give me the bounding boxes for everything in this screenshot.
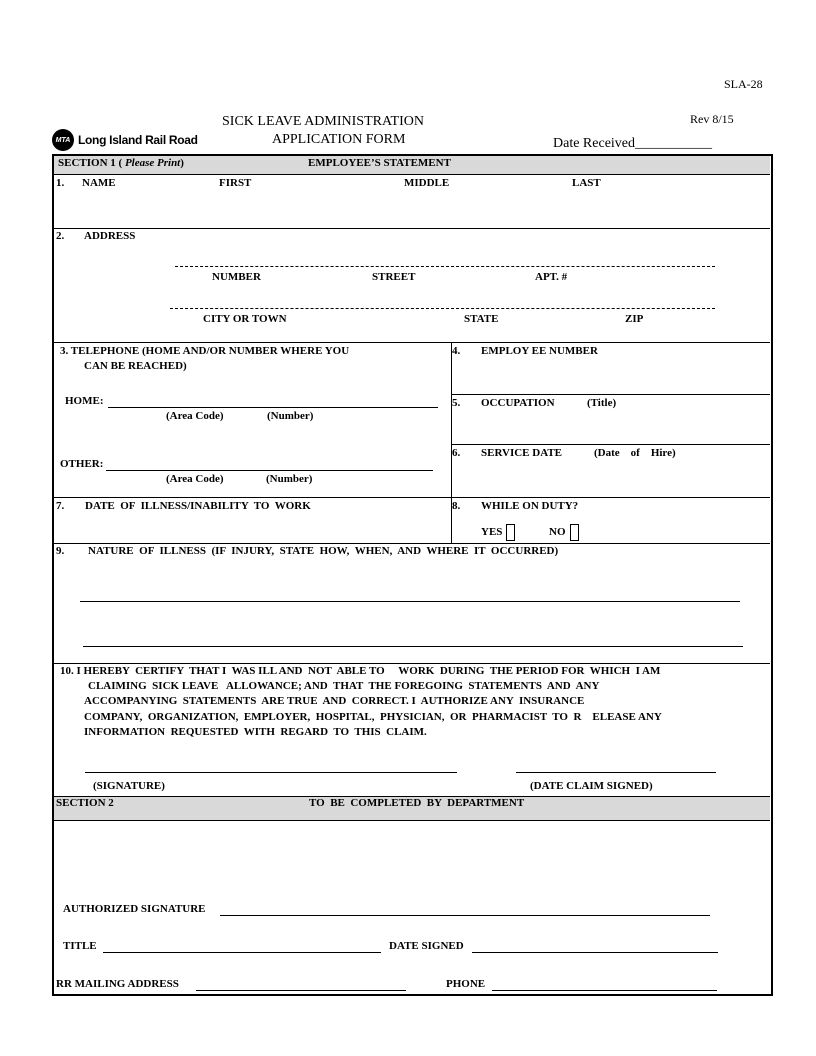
title-label: TITLE <box>63 940 97 952</box>
service-date-hint: (Date of Hire) <box>594 447 676 459</box>
certification-line5: INFORMATION REQUESTED WITH REGARD TO THIS CLAIM. <box>84 726 427 738</box>
yes-label: YES <box>481 526 503 539</box>
other-phone-label: OTHER: <box>60 458 104 470</box>
zip-label: ZIP <box>625 313 644 325</box>
home-area-code-label: (Area Code) <box>166 410 224 422</box>
section1-title: EMPLOYEE’S STATEMENT <box>308 157 451 169</box>
illness-date-input[interactable] <box>56 515 448 541</box>
logo-name: Long Island Rail Road <box>78 133 198 147</box>
illness-date-label: DATE OF ILLNESS/INABILITY TO WORK <box>85 500 311 512</box>
phone-line[interactable] <box>492 990 717 991</box>
home-phone-label: HOME: <box>65 395 104 407</box>
service-date-label: SERVICE DATE <box>481 447 563 459</box>
last-name-label: LAST <box>572 177 601 189</box>
date-signed-line[interactable] <box>472 952 718 953</box>
nature-line-2[interactable] <box>83 646 743 647</box>
nature-label: NATURE OF ILLNESS (IF INJURY, STATE HOW, WHEN, AND WHERE IT OCCURRED) <box>88 545 559 557</box>
state-label: STATE <box>464 313 499 325</box>
form-code: SLA-28 <box>724 77 763 91</box>
on-duty-no <box>549 524 579 541</box>
title-line[interactable] <box>103 952 381 953</box>
section1-label: SECTION 1 ( Please Print) <box>58 157 184 169</box>
middle-name-label: MIDDLE <box>404 177 450 189</box>
date-signed-label: DATE SIGNED <box>389 940 464 952</box>
name-label: NAME <box>82 177 116 189</box>
field-num-4: 4. <box>452 345 461 357</box>
address-label: ADDRESS <box>84 230 136 242</box>
no-checkbox[interactable] <box>570 524 579 541</box>
field-num-5: 5. <box>452 397 461 409</box>
other-number-label: (Number) <box>266 473 313 485</box>
mailing-address-line[interactable] <box>196 990 406 991</box>
signature-line[interactable] <box>85 772 457 773</box>
other-area-code-label: (Area Code) <box>166 473 224 485</box>
certification-line3: ACCOMPANYING STATEMENTS ARE TRUE AND CORRECT. I AUTHORIZE ANY INSURANCE <box>84 695 585 707</box>
form-title-line2: APPLICATION FORM <box>272 132 406 147</box>
authorized-signature-line[interactable] <box>220 915 710 916</box>
yes-checkbox[interactable] <box>506 524 515 541</box>
on-duty-label: WHILE ON DUTY? <box>481 500 579 512</box>
section2-label: SECTION 2 <box>56 797 114 809</box>
date-claim-signed-label: (DATE CLAIM SIGNED) <box>530 780 653 792</box>
field-num-9: 9. <box>56 545 65 557</box>
street-address-line[interactable] <box>175 266 715 267</box>
other-phone-line[interactable] <box>106 470 433 471</box>
occupation-label: OCCUPATION <box>481 397 555 409</box>
street-label: STREET <box>372 271 416 283</box>
occupation-hint: (Title) <box>587 397 617 409</box>
authorized-signature-label: AUTHORIZED SIGNATURE <box>63 903 206 915</box>
first-name-label: FIRST <box>219 177 252 189</box>
logo <box>52 126 198 154</box>
section2-title: TO BE COMPLETED BY DEPARTMENT <box>309 797 525 809</box>
mailing-address-label: RR MAILING ADDRESS <box>56 978 179 990</box>
no-label: NO <box>549 526 566 539</box>
city-state-zip-line[interactable] <box>170 308 715 309</box>
number-label: NUMBER <box>212 271 261 283</box>
city-label: CITY OR TOWN <box>203 313 287 325</box>
field-num-8: 8. <box>452 500 461 512</box>
occupation-input[interactable] <box>455 412 765 442</box>
certification-line1: 10. I HEREBY CERTIFY THAT I WAS ILL AND NOT ABLE TO WORK DURING THE PERIOD FOR WHICH I AM <box>60 665 661 677</box>
telephone-label-line2: CAN BE REACHED) <box>84 360 187 372</box>
employee-number-label: EMPLOY EE NUMBER <box>481 345 598 357</box>
field-num-6: 6. <box>452 447 461 459</box>
date-received: Date Received___________ <box>553 136 713 151</box>
field-num-7: 7. <box>56 500 65 512</box>
nature-line-1[interactable] <box>80 601 740 602</box>
field-num-2: 2. <box>56 230 65 242</box>
apt-label: APT. # <box>535 271 568 283</box>
date-claim-signed-line[interactable] <box>516 772 716 773</box>
service-date-input[interactable] <box>455 462 765 495</box>
home-number-label: (Number) <box>267 410 314 422</box>
telephone-label-line1: 3. TELEPHONE (HOME AND/OR NUMBER WHERE YOU <box>60 345 350 357</box>
phone-label: PHONE <box>446 978 486 990</box>
mta-logo-icon: MTA <box>52 129 74 151</box>
form-title-line1: SICK LEAVE ADMINISTRATION <box>222 114 424 129</box>
employee-number-input[interactable] <box>455 360 765 392</box>
home-phone-line[interactable] <box>108 407 438 408</box>
certification-line4: COMPANY, ORGANIZATION, EMPLOYER, HOSPITAL, PHYSICIAN, OR PHARMACIST TO R ELEASE ANY <box>84 711 662 723</box>
field-num-1: 1. <box>56 177 65 189</box>
revision: Rev 8/15 <box>690 112 734 126</box>
signature-label: (SIGNATURE) <box>93 780 165 792</box>
name-input-area[interactable] <box>56 192 766 226</box>
certification-line2: CLAIMING SICK LEAVE ALLOWANCE; AND THAT THE FOREGOING STATEMENTS AND ANY <box>88 680 600 692</box>
on-duty-yes <box>481 524 515 541</box>
